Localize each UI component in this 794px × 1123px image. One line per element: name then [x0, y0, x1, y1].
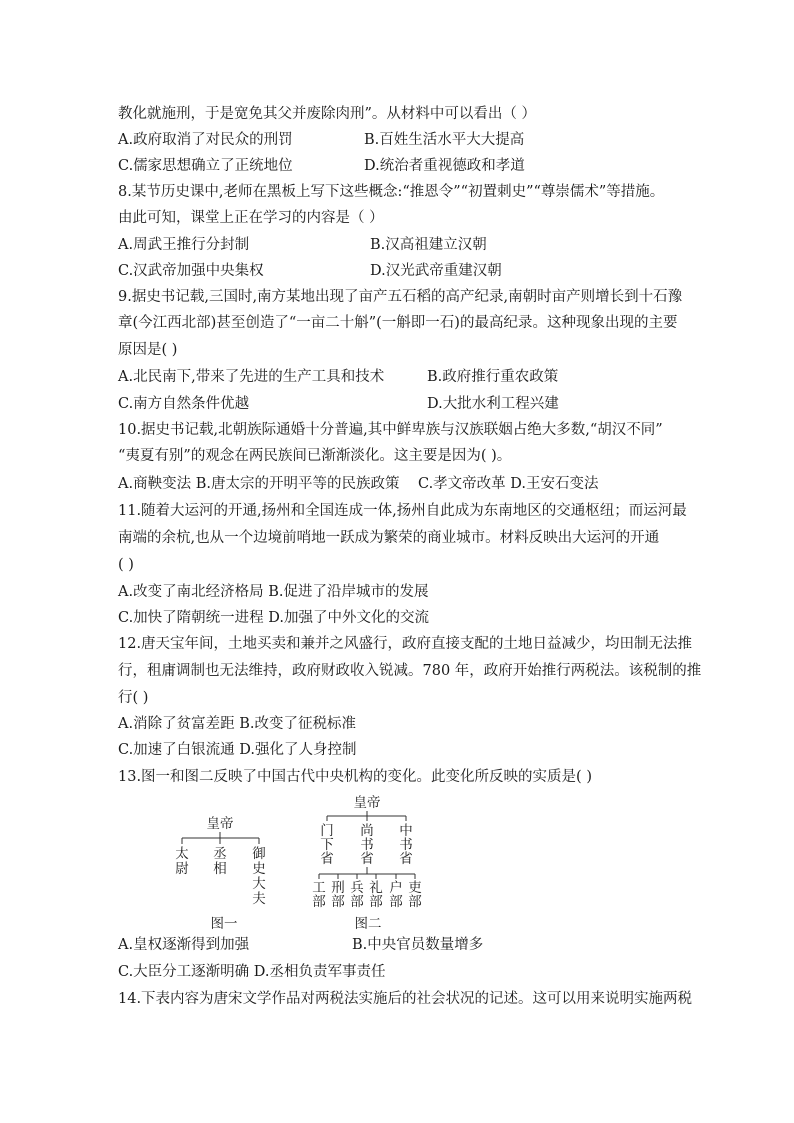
- fig2-gongbu-c1: 工: [312, 880, 326, 896]
- fig1-org-chart: [175, 815, 266, 932]
- q9-stem-line1: 9.据史书记载,三国时,南方某地出现了亩产五石稻的高产纪录,南朝时亩产则增长到十石豫: [118, 289, 683, 305]
- fig2-shangshu-c3: 省: [360, 851, 374, 867]
- fig2-zhongshu-c1: 中: [399, 823, 413, 839]
- fig2-libu-c2: 部: [369, 894, 383, 910]
- fig2-gongbu-c2: 部: [312, 894, 326, 910]
- fig1-caption: 图一: [210, 916, 238, 932]
- q7-option-b: B.百姓生活水平大大提高: [364, 132, 525, 148]
- q11-options-cd: C.加快了隋朝统一进程 D.加强了中外文化的交流: [118, 610, 430, 626]
- q9-option-d: D.大批水利工程兴建: [427, 396, 559, 412]
- fig2-xingbu-c2: 部: [331, 894, 345, 910]
- fig2-emperor: 皇帝: [353, 795, 381, 811]
- q11-stem-line1: 11.随着大运河的开通,扬州和全国连成一体,扬州自此成为东南地区的交通枢纽；而运河最: [118, 503, 687, 519]
- fig1-emperor: 皇帝: [206, 816, 234, 832]
- fig1-yushi-c2: 史: [252, 861, 266, 877]
- q10-options-ab: A.商鞅变法 B.唐太宗的开明平等的民族政策: [118, 476, 400, 492]
- q8-stem-line1: 8.某节历史课中,老师在黑板上写下这些概念:“推恩令”“初置刺史”“尊崇儒术”等措施。: [118, 184, 665, 200]
- q13-option-a: A.皇权逐渐得到加强: [118, 937, 250, 953]
- fig2-shangshu-c2: 书: [360, 837, 374, 853]
- fig2-menxia-c1: 门: [320, 823, 334, 839]
- fig1-taiwei-c2: 尉: [175, 861, 189, 877]
- q12-options-ab: A.消除了贫富差距 B.改变了征税标准: [118, 716, 356, 732]
- q10-options-cd: C.孝文帝改革 D.王安石变法: [418, 476, 599, 492]
- fig2-menxia-c2: 下: [320, 837, 334, 853]
- fig2-bingbu-c2: 部: [350, 894, 364, 910]
- fig1-chengxiang-c1: 丞: [213, 846, 227, 862]
- fig2-shangshu-c1: 尚: [360, 823, 374, 839]
- q14-stem-line1: 14.下表内容为唐宋文学作品对两税法实施后的社会状况的记述。这可以用来说明实施两税: [118, 991, 693, 1007]
- fig1-yushi-c4: 夫: [252, 891, 266, 907]
- fig2-libu-c1: 礼: [369, 880, 383, 896]
- fig2-menxia-c3: 省: [320, 851, 334, 867]
- q11-options-ab: A.改变了南北经济格局 B.促进了沿岸城市的发展: [118, 584, 429, 600]
- q8-option-d: D.汉光武帝重建汉朝: [370, 263, 502, 279]
- q8-option-b: B.汉高祖建立汉朝: [370, 237, 487, 253]
- fig2-zhongshu-c3: 省: [399, 851, 413, 867]
- q7-option-a: A.政府取消了对民众的刑罚: [118, 132, 293, 148]
- q9-option-a: A.北民南下,带来了先进的生产工具和技术: [118, 369, 385, 385]
- q7-stem-end: 教化就施刑，于是宽免其父并废除肉刑”。从材料中可以看出（ ）: [118, 106, 537, 122]
- q10-stem-line2: “夷夏有别”的观念在两民族间已渐渐淡化。这主要是因为( )。: [118, 448, 512, 464]
- fig2-libu-official-c2: 部: [408, 894, 422, 910]
- fig2-xingbu-c1: 刑: [331, 880, 345, 896]
- fig2-zhongshu-c2: 书: [399, 837, 413, 853]
- q13-option-b: B.中央官员数量增多: [352, 937, 484, 953]
- q9-option-c: C.南方自然条件优越: [118, 396, 250, 412]
- fig2-libu-official-c1: 吏: [408, 880, 422, 896]
- q13-options-cd: C.大臣分工逐渐明确 D.丞相负责军事责任: [118, 964, 386, 980]
- fig2-caption: 图二: [354, 916, 382, 932]
- q12-stem-line1: 12.唐天宝年间，土地买卖和兼并之风盛行，政府直接支配的土地日益减少，均田制无法推: [118, 636, 693, 652]
- q8-stem-line2: 由此可知，课堂上正在学习的内容是（ ）: [118, 210, 384, 226]
- fig1-chengxiang-c2: 相: [213, 861, 227, 877]
- q12-options-cd: C.加速了白银流通 D.强化了人身控制: [118, 742, 357, 758]
- q8-option-c: C.汉武帝加强中央集权: [118, 263, 264, 279]
- org-chart-figures: [160, 794, 450, 934]
- q11-stem-line3: ( ): [118, 557, 134, 573]
- q13-stem: 13.图一和图二反映了中国古代中央机构的变化。此变化所反映的实质是( ): [118, 769, 592, 785]
- q7-option-c: C.儒家思想确立了正统地位: [118, 158, 293, 174]
- q9-stem-line3: 原因是( ): [118, 342, 178, 358]
- fig1-taiwei-c1: 太: [175, 846, 189, 862]
- fig2-org-chart: [312, 794, 422, 932]
- q8-option-a: A.周武王推行分封制: [118, 237, 250, 253]
- q7-option-d: D.统治者重视德政和孝道: [364, 158, 525, 174]
- q9-stem-line2: 章(今江西北部)甚至创造了“一亩二十斛”(一斛即一石)的最高纪录。这种现象出现的主要: [118, 315, 678, 331]
- fig1-yushi-c1: 御: [252, 846, 266, 862]
- fig2-hubu-c2: 部: [389, 894, 403, 910]
- q12-stem-line3: 行( ): [118, 690, 149, 706]
- fig2-bingbu-c1: 兵: [350, 880, 364, 896]
- q12-stem-line2: 行，租庸调制也无法维持，政府财政收入锐减。780 年，政府开始推行两税法。该税制的推: [118, 663, 702, 679]
- fig2-hubu-c1: 户: [389, 880, 403, 896]
- q9-option-b: B.政府推行重农政策: [427, 369, 559, 385]
- fig1-yushi-c3: 大: [252, 876, 266, 892]
- q11-stem-line2: 南端的余杭,也从一个边境前哨地一跃成为繁荣的商业城市。材料反映出大运河的开通: [118, 530, 660, 546]
- q10-stem-line1: 10.据史书记载,北朝族际通婚十分普遍,其中鲜卑族与汉族联姻占绝大多数,“胡汉不同”: [118, 422, 663, 438]
